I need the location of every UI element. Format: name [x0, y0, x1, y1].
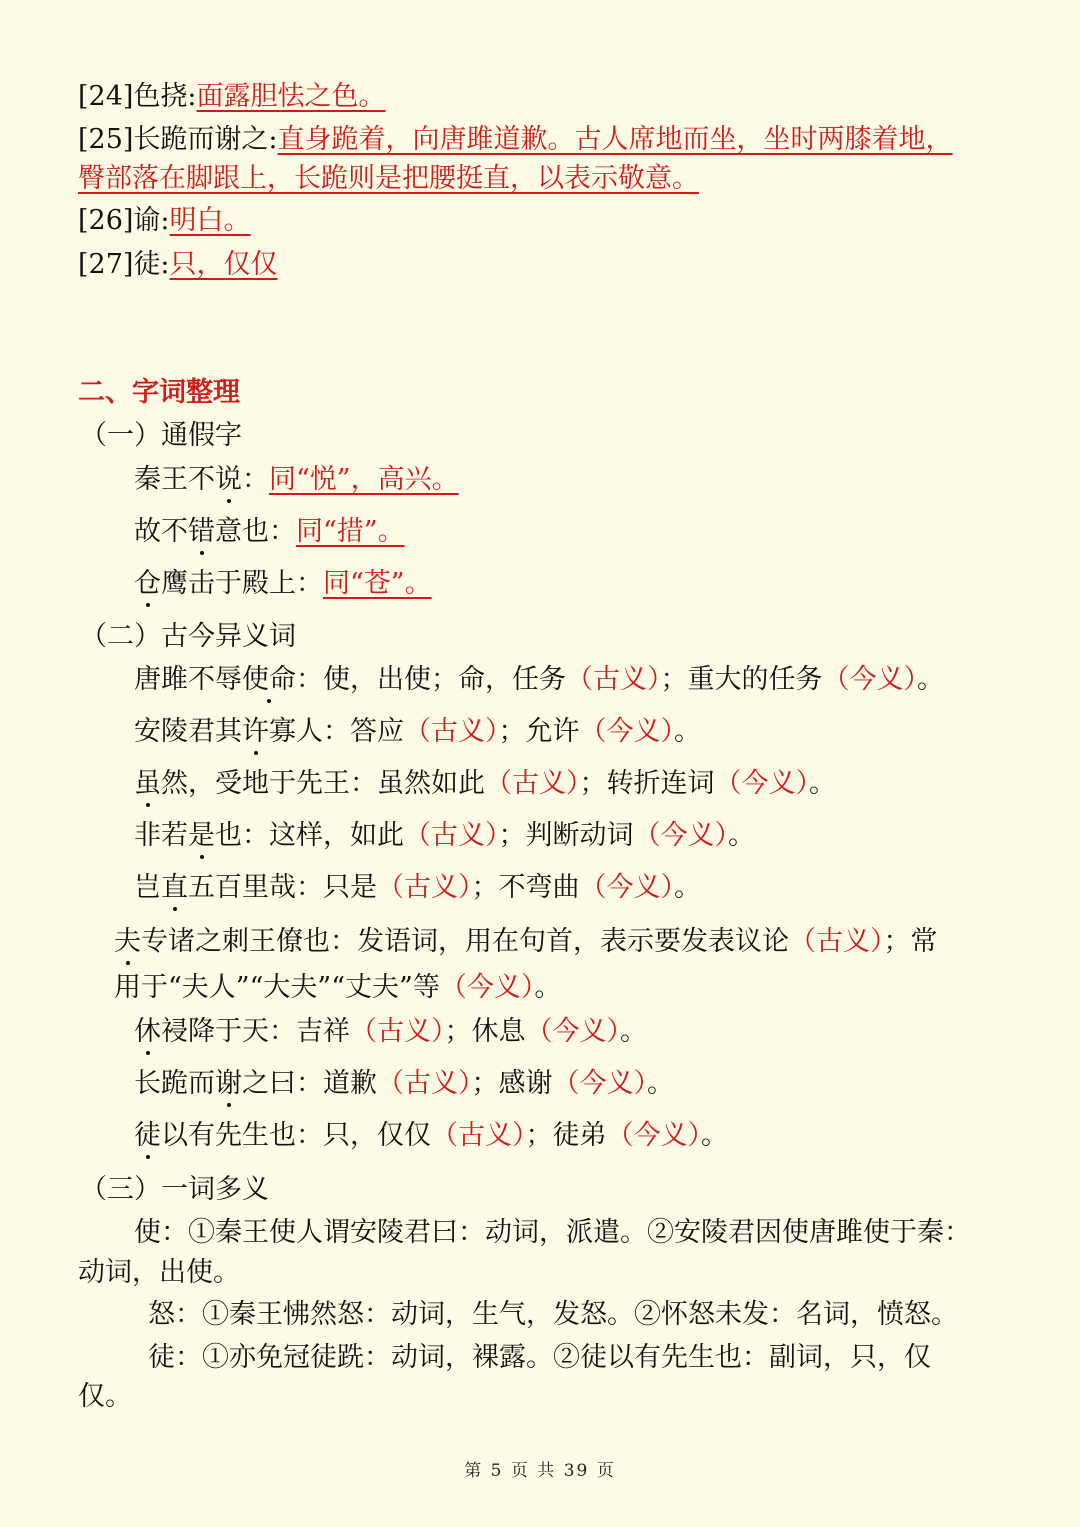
tongjia-item: 秦王不说：同“悦”，高兴。 [134, 464, 459, 495]
duoyi-item-tu: 徒：①亦免冠徒跣：动词，裸露。②徒以有先生也：副词，只，仅 [148, 1342, 931, 1373]
gujin-heading: （二）古今异义词 [80, 621, 296, 652]
gujin-item: 徒以有先生也：只，仅仅（古义）；徒弟（今义）。 [134, 1120, 728, 1151]
section-title: 二、字词整理 [78, 377, 240, 408]
note-27-definition: 只，仅仅 [169, 249, 278, 280]
duoyi-item-tu-cont: 仅。 [78, 1381, 132, 1412]
note-26-definition: 明白。 [169, 205, 251, 236]
note-27: [27]徒:只，仅仅 [78, 249, 278, 280]
tongjia-heading: （一）通假字 [80, 420, 242, 451]
gujin-item-fu: 夫专诸之刺王僚也：发语词，用在句首，表示要发表议论（古义）；常 [114, 926, 938, 957]
tongjia-item: 仓鹰击于殿上：同“苍”。 [134, 568, 432, 599]
gujin-item: 虽然，受地于先王：虽然如此（古义）；转折连词（今义）。 [134, 768, 836, 799]
page-footer: 第 5 页 共 39 页 [464, 1461, 616, 1481]
gujin-item: 非若是也：这样，如此（古义）；判断动词（今义）。 [134, 820, 755, 851]
note-25-cont: 臀部落在脚跟上，长跪则是把腰挺直，以表示敬意。 [78, 163, 699, 194]
duoyi-item-shi-cont: 动词，出使。 [78, 1257, 240, 1288]
gujin-item: 长跪而谢之曰：道歉（古义）；感谢（今义）。 [134, 1068, 674, 1099]
gujin-item-fu-cont: 用于“夫人”“大夫”“丈夫”等（今义）。 [114, 972, 562, 1003]
duoyi-item-shi: 使：①秦王使人谓安陵君曰：动词，派遣。②安陵君因使唐雎使于秦： [134, 1217, 971, 1248]
duoyi-heading: （三）一词多义 [80, 1174, 269, 1205]
note-25-definition: 直身跪着，向唐雎道歉。古人席地而坐，坐时两膝着地， [277, 124, 953, 155]
note-26: [26]谕:明白。 [78, 205, 251, 236]
tongjia-item: 故不错意也：同“措”。 [134, 516, 405, 547]
note-24-definition: 面露胆怯之色。 [196, 81, 386, 112]
gujin-item: 唐雎不辱使命：使，出使；命，任务（古义）；重大的任务（今义）。 [134, 664, 944, 695]
gujin-item: 休祲降于天：吉祥（古义）；休息（今义）。 [134, 1016, 647, 1047]
note-24: [24]色挠:面露胆怯之色。 [78, 81, 386, 112]
duoyi-item-nu: 怒：①秦王怫然怒：动词，生气，发怒。②怀怒未发：名词，愤怒。 [148, 1299, 958, 1330]
gujin-item: 安陵君其许寡人：答应（古义）；允许（今义）。 [134, 716, 701, 747]
gujin-item: 岂直五百里哉：只是（古义）；不弯曲（今义）。 [134, 872, 701, 903]
note-25: [25]长跪而谢之:直身跪着，向唐雎道歉。古人席地而坐，坐时两膝着地， [78, 124, 953, 155]
